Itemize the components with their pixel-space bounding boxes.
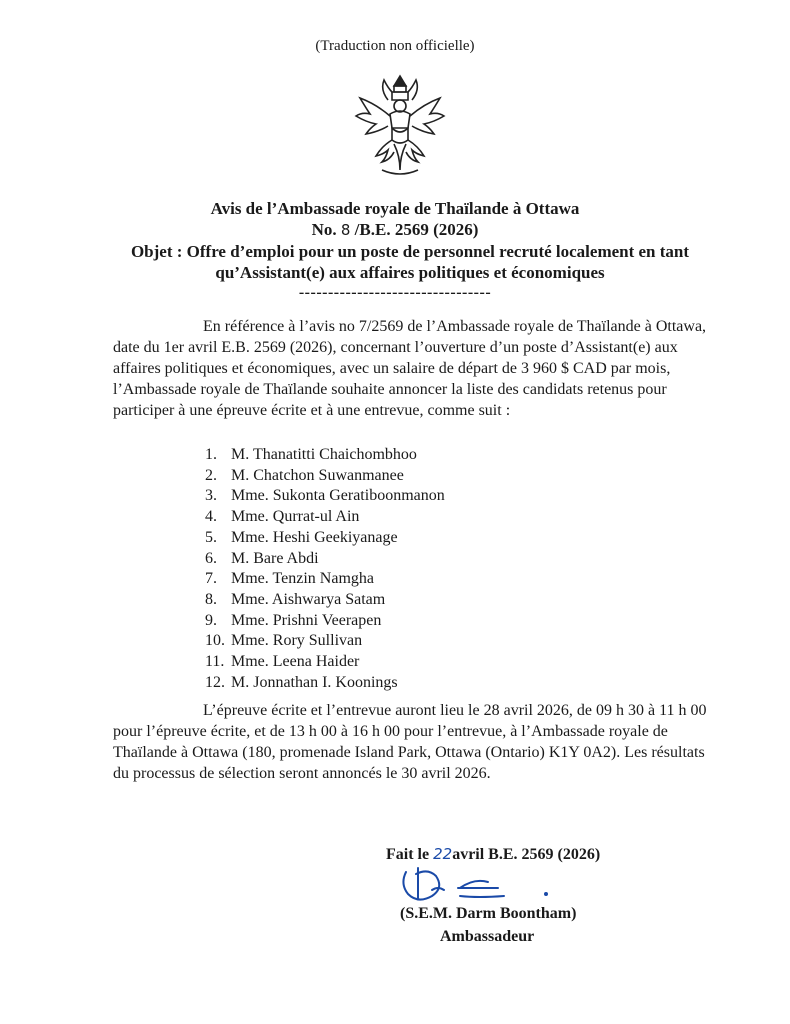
title-separator: --------------------------------- [298, 284, 492, 301]
notice-number [0, 220, 790, 240]
translation-note: (Traduction non officielle) [315, 38, 475, 54]
signature-date [386, 845, 600, 864]
list-item: 7. Mme. Tenzin Namgha [205, 570, 374, 588]
details-paragraph: L’épreuve écrite et l’entrevue auront lieu le 28 avril 2026, de 09 h 30 à 11 h 00 pour l’épreuve écrite, et de 13 h 00 à 16 h 00 pour l’entrevue, à l’Ambassade royale de Thaïlande à Ottawa (180, promenade Island Park, Ottawa (Ontario) K1Y 0A2). Les résultats du processus de sélection seront annoncés le 30 avril 2026. [113, 702, 707, 782]
list-item: 1. M. Thanatitti Chaichombhoo [205, 446, 417, 463]
list-item: 6. M. Bare Abdi [205, 549, 319, 567]
list-item: 10. Mme. Rory Sullivan [205, 632, 363, 650]
number-suffix: /B.E. 2569 (2026) [350, 220, 479, 239]
list-item: 3. Mme. Sukonta Geratiboonmanon [205, 487, 445, 505]
list-item: 4. Mme. Qurrat-ul Ain [205, 508, 360, 526]
notice-title: Avis de l’Ambassade royale de Thaïlande à Ottawa [210, 199, 580, 218]
list-item: 11. Mme. Leena Haider [205, 653, 360, 671]
intro-paragraph: En référence à l’avis no 7/2569 de l’Ambassade royale de Thaïlande à Ottawa, date du 1er avril E.B. 2569 (2026), concernant l’ouverture d’un poste d’Assistant(e) aux affaires politiques et économiques, avec un salaire de départ de 3 960 $ CAD par mois, l’Ambassade royale de Thaïlande souhaite annoncer la liste des candidats retenus pour participer à une épreuve écrite et à une entrevue, comme suit : [113, 318, 707, 419]
number-prefix: No. [311, 220, 337, 239]
date-prefix: Fait le [386, 846, 434, 863]
number-handwritten: 8 [340, 221, 351, 239]
list-item: 2. M. Chatchon Suwanmanee [205, 466, 404, 484]
ambassador-name: (S.E.M. Darm Boontham) [400, 905, 577, 922]
date-suffix: avril B.E. 2569 (2026) [452, 846, 601, 863]
notice-subject: Objet : Offre d’emploi pour un poste de personnel recruté localement en tant qu’Assistant(e) aux affaires politiques et économiques [130, 242, 690, 282]
signature-icon [398, 866, 558, 906]
candidate-list [205, 445, 445, 693]
list-item: 9. Mme. Prishni Veerapen [205, 611, 382, 629]
garuda-emblem-icon [352, 70, 448, 182]
list-item: 8. Mme. Aishwarya Satam [205, 590, 386, 608]
list-item: 12. M. Jonnathan I. Koonings [205, 673, 398, 691]
date-handwritten: 22 [433, 845, 453, 863]
ambassador-title: Ambassadeur [440, 928, 535, 945]
list-item: 5. Mme. Heshi Geekiyanage [205, 528, 398, 546]
